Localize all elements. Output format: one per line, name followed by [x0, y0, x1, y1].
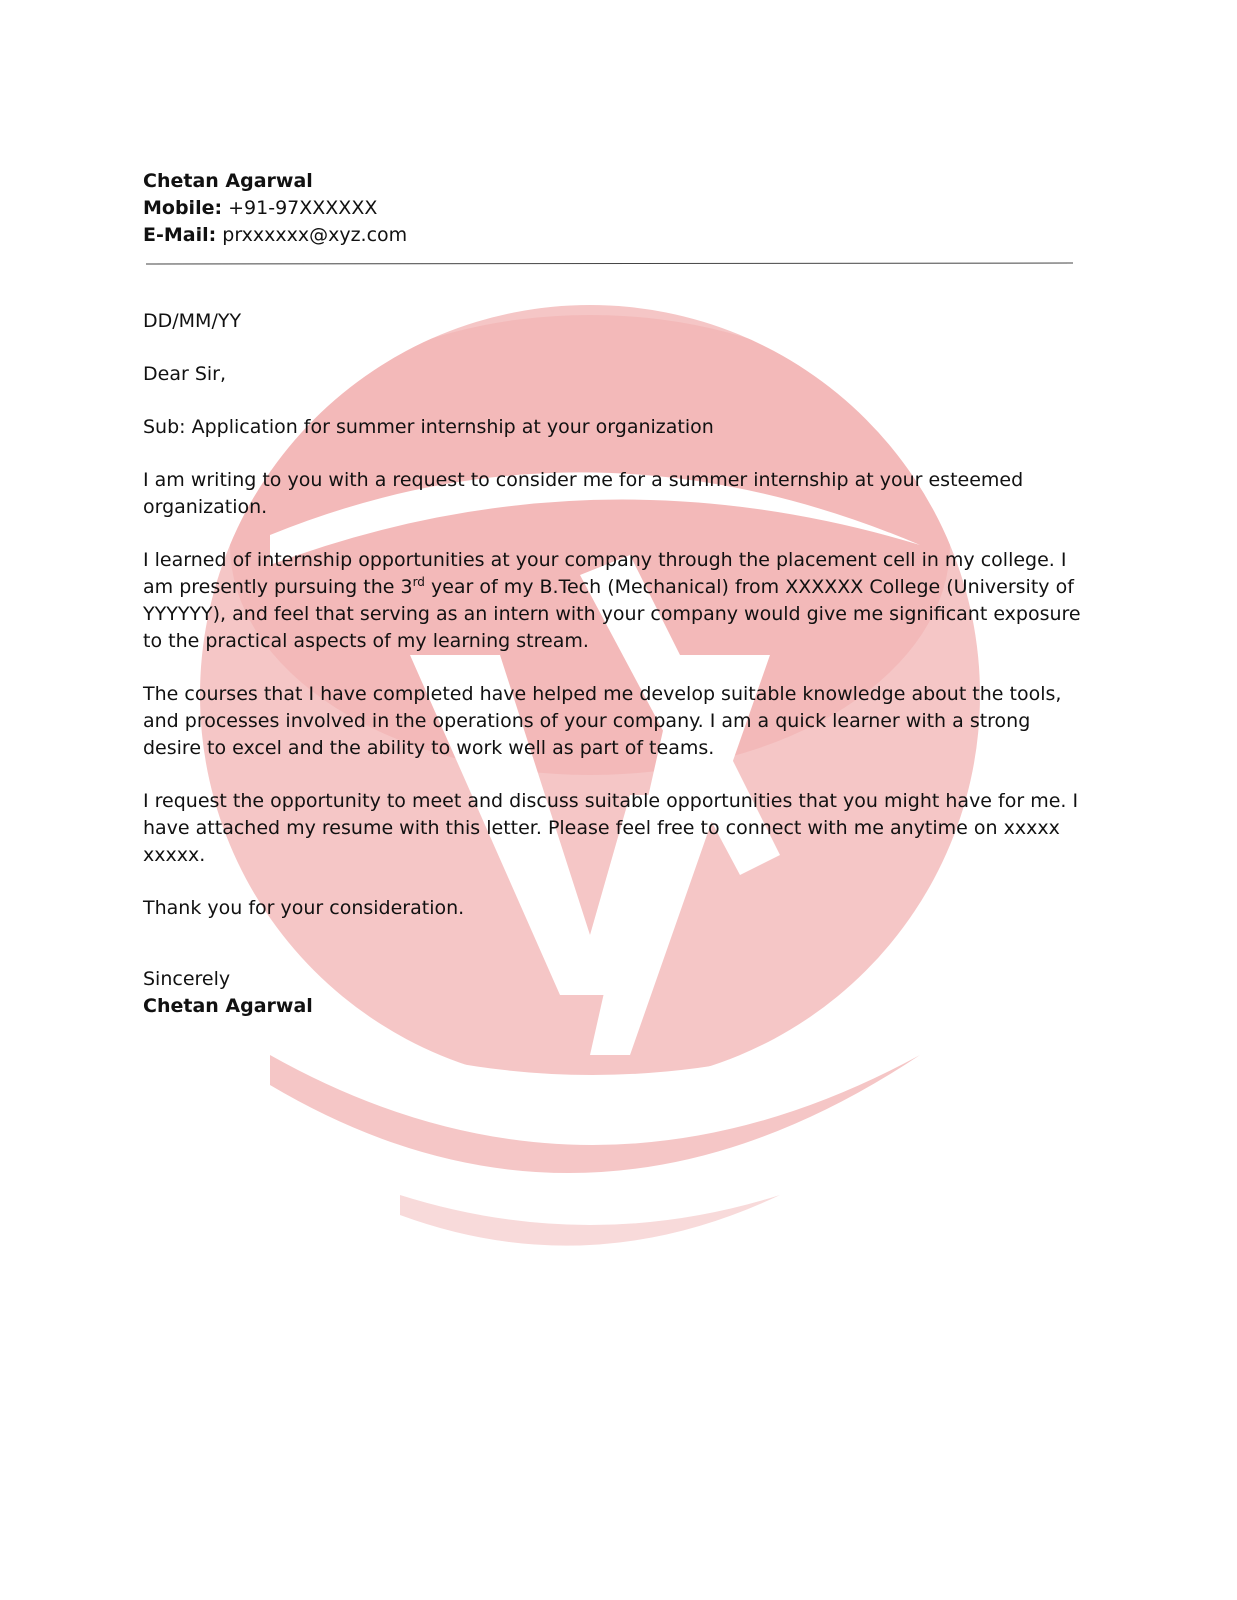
thanks-line: Thank you for your consideration. [143, 897, 465, 919]
letter-header [143, 168, 1083, 249]
mobile-line [143, 195, 1083, 222]
email-value: prxxxxxx@xyz.com [222, 224, 408, 246]
closing: Sincerely [143, 968, 231, 990]
header-divider [146, 263, 1073, 265]
email-line [143, 222, 1083, 249]
paragraph-2 [143, 547, 1083, 655]
ordinal-suffix: rd [412, 575, 425, 589]
paragraph-2-part-2: year of my B.Tech (Mechanical) from XXXXXX College (University of YYYYYY), and feel that serving as an intern with your company would give me significant exposure to the practical aspects of my learning stream. [143, 576, 1081, 652]
salutation: Dear Sir, [143, 363, 227, 385]
letter [143, 168, 1083, 1020]
mobile-label: Mobile: [143, 197, 223, 219]
email-label: E-Mail: [143, 224, 217, 246]
paragraph-2-part-1: I learned of internship opportunities at your company through the placement cell in my college. I am presently pursuing the 3 [143, 549, 1067, 598]
letter-date: DD/MM/YY [143, 310, 242, 332]
signature-name: Chetan Agarwal [143, 995, 313, 1017]
paragraph-3: The courses that I have completed have helped me develop suitable knowledge about the tools, and processes involved in the operations of your company. I am a quick learner with a strong desire to excel and the ability to work well as part of teams. [143, 683, 1062, 759]
sender-name: Chetan Agarwal [143, 170, 313, 192]
subject-line: Sub: Application for summer internship at your organization [143, 416, 714, 438]
mobile-value: +91-97XXXXXX [228, 197, 378, 219]
paragraph-1: I am writing to you with a request to consider me for a summer internship at your esteemed organization. [143, 469, 1024, 518]
paragraph-4: I request the opportunity to meet and discuss suitable opportunities that you might have for me. I have attached my resume with this letter. Please feel free to connect with me anytime on xxxxx xxxxx. [143, 790, 1079, 866]
